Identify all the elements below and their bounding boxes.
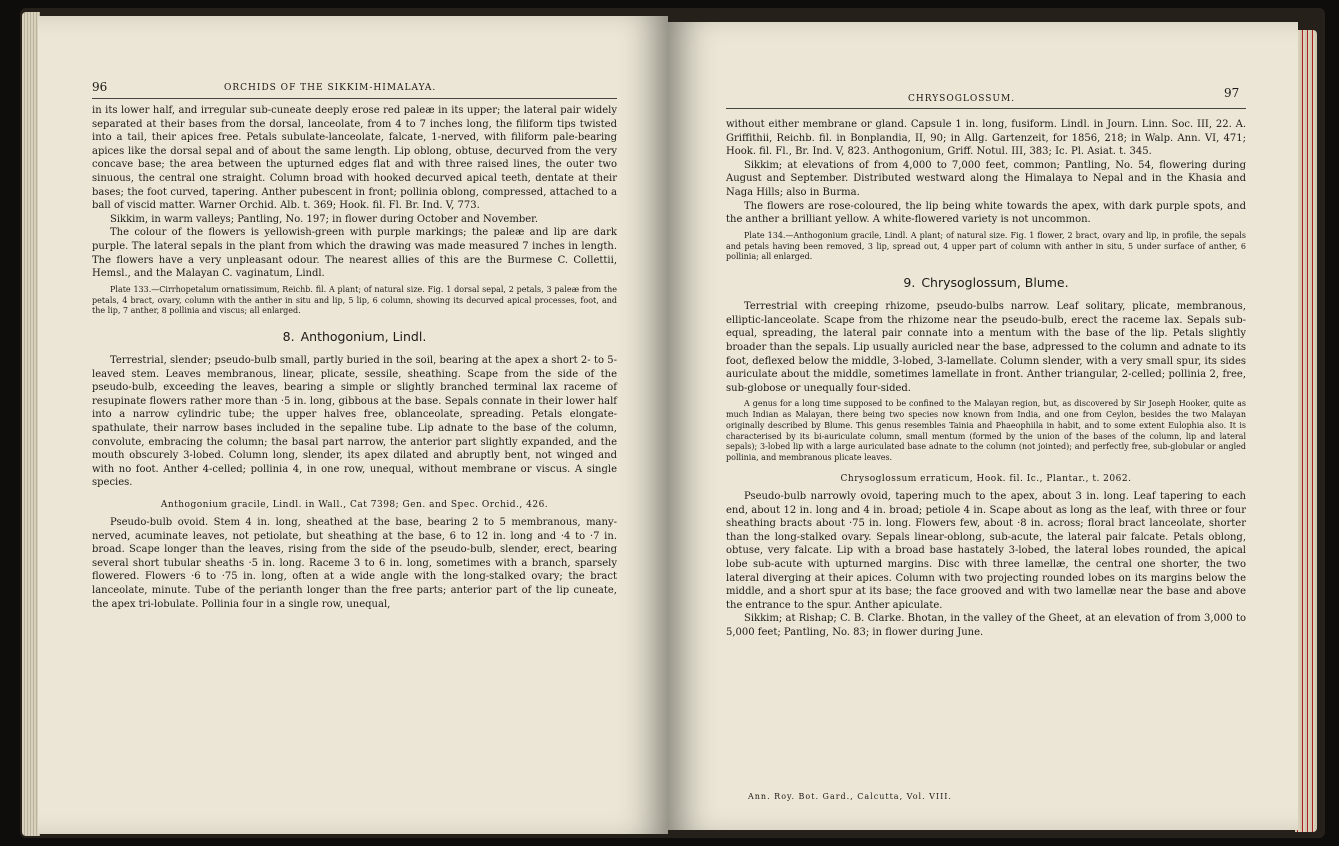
right-page bbox=[668, 22, 1298, 830]
paragraph: without either membrane or gland. Capsule 1 in. long, fusiform. Lindl. in Journ. Linn. Soc. III, 22. A. Griffithii, Reichb. fil. in Bonplandia, II, 90; in Allg. Gartenzeit, for 1856, 218; in Walp. Ann. VI, 471; Hook. fil. Fl., Br. Ind. V, 823. Anthogonium, Griff. Notul. III, 383; Ic. Pl. Asiat. t. 345. bbox=[726, 119, 1246, 158]
genus-note: A genus for a long time supposed to be confined to the Malayan region, but, as discovered by Sir Joseph Hooker, quite as much Indian as Malayan, there being two species now known from India, and one from Ceylon, besides the two Malayan originally described by Blume. This genus resembles Tainia and Phaeophiila in habit, and to some extent Eulophia also. It is characterised by its bi-auriculate column, small mentum (formed by the union of the bases of the column, lip and lateral sepals); 3-lobed lip with a large auriculated base adnate to the column (not jointed); and perfectly free, sub-globular or angled pollinia, and membranous plicate leaves. bbox=[726, 399, 1246, 463]
species-heading: Anthogonium gracile, Lindl. in Wall., Cat 7398; Gen. and Spec. Orchid., 426. bbox=[160, 500, 549, 511]
species-description: Pseudo-bulb narrowly ovoid, tapering much to the apex, about 3 in. long. Leaf tapering to each end, about 12 in. long and 4 in. broad; petiole 4 in. Scape about as long as the leaf, with three or four sheathing bracts about ·75 in. long. Flowers few, about ·8 in. across; floral bract lanceolate, shorter than the long-stalked ovary. Sepals linear-oblong, sub-acute, the lateral pair falcate. Petals oblong, obtuse, very falcate. Lip with a broad base hastately 3-lobed, the lateral lobes rounded, the apical lobe sub-acute with upturned margins. Disc with three lamellæ, the central one shorter, the two lateral diverging at their apices. Column with two projecting rounded lobes on its margins below the middle, and a short spur at its base; the face grooved and with two lamellæ near the base and above the entrance to the spur. Anther apiculate. bbox=[726, 491, 1246, 611]
paragraph: The flowers are rose-coloured, the lip being white towards the apex, with dark purple spots, and the anther a brilliant yellow. A white-flowered variety is not uncommon. bbox=[726, 200, 1246, 226]
left-text-column bbox=[92, 104, 617, 611]
page-footer: Ann. Roy. Bot. Gard., Calcutta, Vol. VIII. bbox=[748, 792, 952, 801]
header-rule bbox=[92, 98, 617, 99]
paragraph: Sikkim; at elevations of from 4,000 to 7,000 feet, common; Pantling, No. 54, flowering during August and September. Distributed westward along the Himalaya to Nepal and in the Khasia and Naga Hills; also in Burma. bbox=[726, 159, 1246, 198]
header-rule bbox=[726, 108, 1246, 109]
page-number: 97 bbox=[1224, 86, 1240, 100]
paragraph: Sikkim, in warm valleys; Pantling, No. 197; in flower during October and November. bbox=[110, 213, 539, 225]
right-page-edges bbox=[1295, 30, 1317, 832]
plate-note: Plate 133.—Cirrhopetalum ornatissimum, Reichb. fil. A plant; of natural size. Fig. 1 dorsal sepal, 2 petals, 3 paleæ from the petals, 4 bract, ovary, column with the anther in situ and lip, 5 lip, 6 column, showing its decurved apical processes, foot, and the lip, 7 anther, 8 pollinia and viscus; all enlarged. bbox=[92, 284, 617, 316]
running-head: ORCHIDS OF THE SIKKIM-HIMALAYA. bbox=[224, 83, 437, 93]
genus-description: Terrestrial, slender; pseudo-bulb small, partly buried in the soil, bearing at the apex a short 2- to 5-leaved stem. Leaves membranous, linear, plicate, sessile, sheathing. Scape from the side of the pseudo-bulb, exceeding the leaves, bearing a simple or slightly branched terminal lax raceme of resupinate flowers rather more than ·5 in. long, gibbous at the base. Sepals connate in their lower half into a narrow cylindric tube; the upper halves free, oblanceolate, spreading. Petals elongate-spathulate, their narrow bases included in the sepaline tube. Lip adnate to the base of the column, convolute, embracing the column; the basal part narrow, the anterior part slightly expanded, and the mouth obscurely 3-lobed. Column long, slender, its apex dilated and abruptly bent, not winged and with no foot. Anther 4-celled; pollinia 4, in one row, unequal, without membrane or viscus. A single species. bbox=[92, 355, 617, 489]
left-page bbox=[38, 16, 668, 834]
genus-name: Anthogonium, Lindl. bbox=[300, 329, 427, 345]
genus-description: Terrestrial with creeping rhizome, pseudo-bulbs narrow. Leaf solitary, plicate, membranous, elliptic-lanceolate. Scape from the rhizome near the pseudo-bulb, erect the raceme lax. Sepals sub-equal, spreading, the lateral pair connate into a mentum with the base of the lip. Petals slightly broader than the sepals. Lip usually auricled near the base, adpressed to the column and adnate to its foot, deflexed below the middle, 3-lobed, 3-lamellate. Column slender, with a very small spur, its sides auriculate about the middle, sometimes lamellate in front. Anther triangular, 2-celled; pollinia 2, free, sub-globose or unequally four-sided. bbox=[726, 301, 1246, 394]
right-text-column bbox=[726, 118, 1246, 640]
genus-number: 8. bbox=[282, 329, 295, 345]
paragraph: in its lower half, and irregular sub-cuneate deeply erose red paleæ in its upper; the lateral pair widely separated at their bases from the dorsal, lanceolate, from 4 to 7 inches long, the filiform tips twisted into a tail, their apices free. Petals subulate-lanceolate, falcate, 1-nerved, with filiform pale-bearing apices like the dorsal sepal and of about the same length. Lip oblong, obtuse, decurved from the very concave base; the area between the upturned edges flat and with three raised lines, the outer two sinuous, the central one straight. Column broad with hooked decurved apical teeth, dentate at their bases; the foot curved, tapering. Anther pubescent in front; pollinia oblong, compressed, attached to a ball of viscid matter. Warner Orchid. Alb. t. 369; Hook. fil. Fl. Br. Ind. V, 773. bbox=[92, 105, 617, 212]
genus-number: 9. bbox=[903, 275, 916, 291]
page-number: 96 bbox=[92, 80, 108, 94]
paragraph: The colour of the flowers is yellowish-green with purple markings; the paleæ and lip are dark purple. The lateral sepals in the plant from which the drawing was made measured 7 inches in length. The flowers have a very unpleasant odour. The nearest allies of this are the Burmese C. Collettii, Hemsl., and the Malayan C. vaginatum, Lindl. bbox=[92, 227, 617, 280]
genus-heading bbox=[92, 329, 617, 344]
genus-heading bbox=[726, 275, 1246, 290]
genus-name: Chrysoglossum, Blume. bbox=[921, 275, 1069, 291]
species-description: Pseudo-bulb ovoid. Stem 4 in. long, sheathed at the base, bearing 2 to 5 membranous, many-nerved, acuminate leaves, not petiolate, but sheathing at the base, 6 to 12 in. long and ·4 to ·7 in. broad. Scape longer than the leaves, rising from the side of the pseudo-bulb, slender, erect, bearing several short tubular sheaths ·5 in. long. Raceme 3 to 6 in. long, sometimes with a branch, sparsely flowered. Flowers ·6 to ·75 in. long, often at a wide angle with the long-stalked ovary; the bract lanceolate, minute. Tube of the perianth longer than the free parts; anterior part of the lip cuneate, the apex tri-lobulate. Pollinia four in a single row, unequal, bbox=[92, 517, 617, 610]
species-heading: Chrysoglossum erraticum, Hook. fil. Ic., Plantar., t. 2062. bbox=[840, 474, 1132, 485]
plate-note: Plate 134.—Anthogonium gracile, Lindl. A plant; of natural size. Fig. 1 flower, 2 bract, ovary and lip, in profile, the sepals and petals having been removed, 3 lip, spread out, 4 upper part of column with anther in situ, 5 under surface of anther, 6 pollinia; all enlarged. bbox=[726, 230, 1246, 262]
locality: Sikkim; at Rishap; C. B. Clarke. Bhotan, in the valley of the Gheet, at an elevation of from 3,000 to 5,000 feet; Pantling, No. 83; in flower during June. bbox=[726, 613, 1246, 639]
running-head: CHRYSOGLOSSUM. bbox=[908, 94, 1016, 104]
